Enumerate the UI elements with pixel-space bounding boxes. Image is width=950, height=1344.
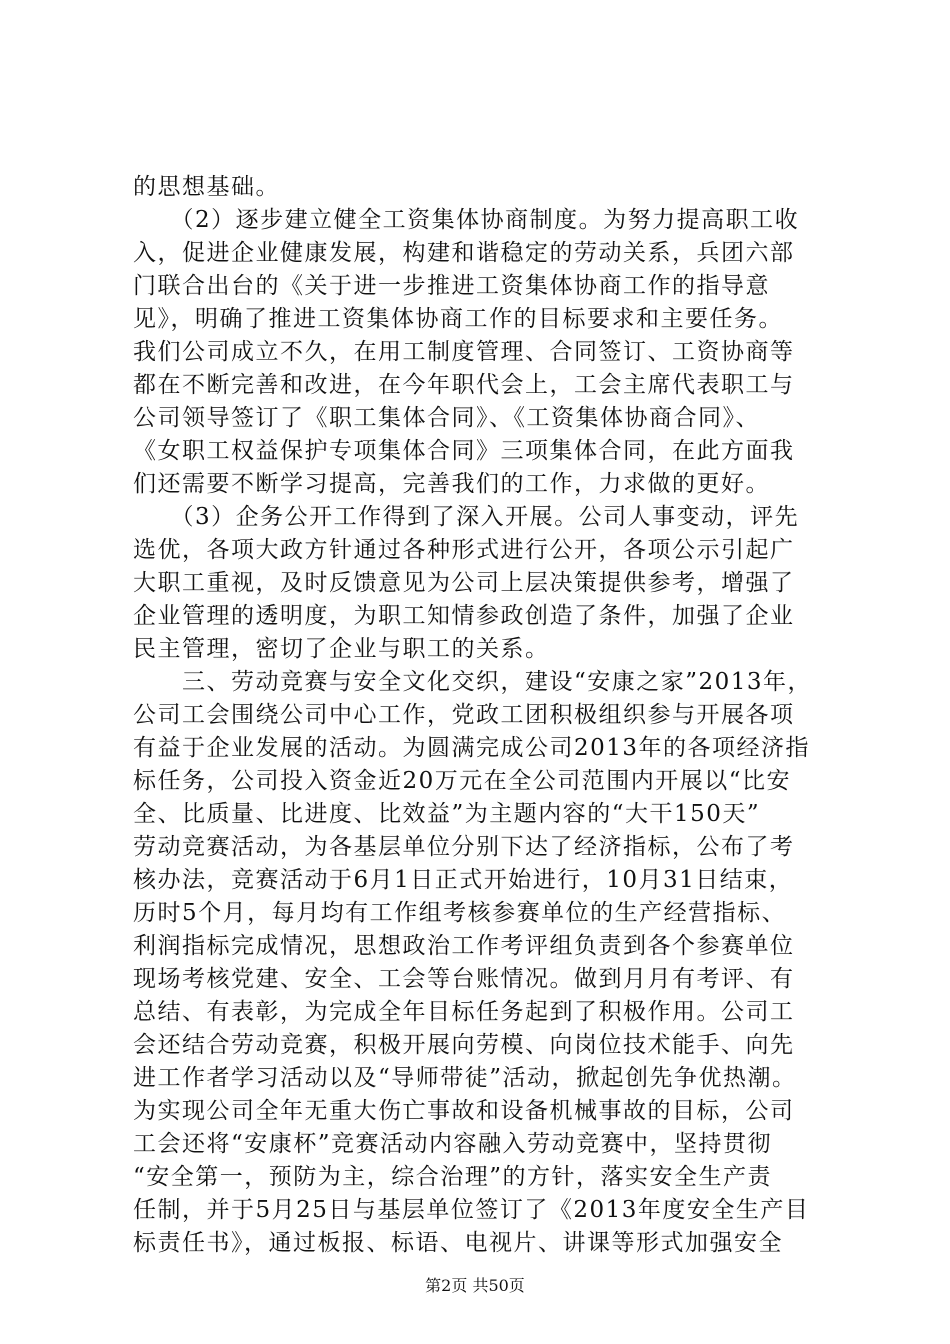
text-line: 门联合出台的《关于进一步推进工资集体协商工作的指导意: [133, 273, 770, 299]
page-number-footer: 第2页 共50页: [425, 1276, 525, 1295]
text-line: 企业管理的透明度，为职工知情参政创造了条件，加强了企业: [133, 603, 795, 629]
text-line: 大职工重视，及时反馈意见为公司上层决策提供参考，增强了: [133, 570, 795, 596]
text-line: 们还需要不断学习提高，完善我们的工作，力求做的更好。: [133, 471, 770, 497]
text-line: 公司工会围绕公司中心工作，党政工团积极组织参与开展各项: [133, 702, 795, 728]
text-line: 的思想基础。: [133, 174, 280, 200]
text-line: “安全第一，预防为主，综合治理”的方针，落实安全生产责: [133, 1164, 773, 1190]
text-line: 进工作者学习活动以及“导师带徒”活动，掀起创先争优热潮。: [133, 1065, 797, 1091]
text-line: 公司领导签订了《职工集体合同》、《工资集体协商合同》、: [133, 405, 760, 431]
text-line: 民主管理，密切了企业与职工的关系。: [133, 636, 550, 662]
text-line: 利润指标完成情况，思想政治工作考评组负责到各个参赛单位: [133, 933, 795, 959]
text-line: 三、劳动竞赛与安全文化交织，建设“安康之家”2013年，: [133, 669, 813, 695]
text-line: 历时5个月，每月均有工作组考核参赛单位的生产经营指标、: [133, 900, 787, 926]
text-line: 核办法，竞赛活动于6月1日正式开始进行，10月31日结束，: [133, 867, 794, 893]
text-line: 任制，并于5月25日与基层单位签订了《2013年度安全生产目: [133, 1197, 810, 1223]
text-line: 标责任书》，通过板报、标语、电视片、讲课等形式加强安全: [133, 1230, 783, 1256]
text-line: （2）逐步建立健全工资集体协商制度。为努力提高职工收: [133, 207, 800, 233]
text-line: 入，促进企业健康发展，构建和谐稳定的劳动关系，兵团六部: [133, 240, 795, 266]
text-line: 现场考核党建、安全、工会等台账情况。做到月月有考评、有: [133, 966, 795, 992]
text-line: 有益于企业发展的活动。为圆满完成公司2013年的各项经济指: [133, 735, 811, 761]
text-line: 我们公司成立不久，在用工制度管理、合同签订、工资协商等: [133, 339, 795, 365]
text-line: 劳动竞赛活动，为各基层单位分别下达了经济指标，公布了考: [133, 834, 795, 860]
text-line: 为实现公司全年无重大伤亡事故和设备机械事故的目标，公司: [133, 1098, 795, 1124]
text-line: 见》，明确了推进工资集体协商工作的目标要求和主要任务。: [133, 306, 783, 332]
text-line: 全、比质量、比进度、比效益”为主题内容的“大干150天”: [133, 801, 761, 827]
text-line: 选优，各项大政方针通过各种形式进行公开，各项公示引起广: [133, 537, 795, 563]
text-line: 会还结合劳动竞赛，积极开展向劳模、向岗位技术能手、向先: [133, 1032, 795, 1058]
text-line: 总结、有表彰，为完成全年目标任务起到了积极作用。公司工: [133, 999, 795, 1025]
text-line: 《女职工权益保护专项集体合同》三项集体合同，在此方面我: [133, 438, 795, 464]
text-line: （3）企务公开工作得到了深入开展。公司人事变动，评先: [133, 504, 800, 530]
text-line: 都在不断完善和改进，在今年职代会上，工会主席代表职工与: [133, 372, 795, 398]
text-line: 标任务，公司投入资金近20万元在全公司范围内开展以“比安: [133, 768, 792, 794]
text-line: 工会还将“安康杯”竞赛活动内容融入劳动竞赛中，坚持贯彻: [133, 1131, 773, 1157]
